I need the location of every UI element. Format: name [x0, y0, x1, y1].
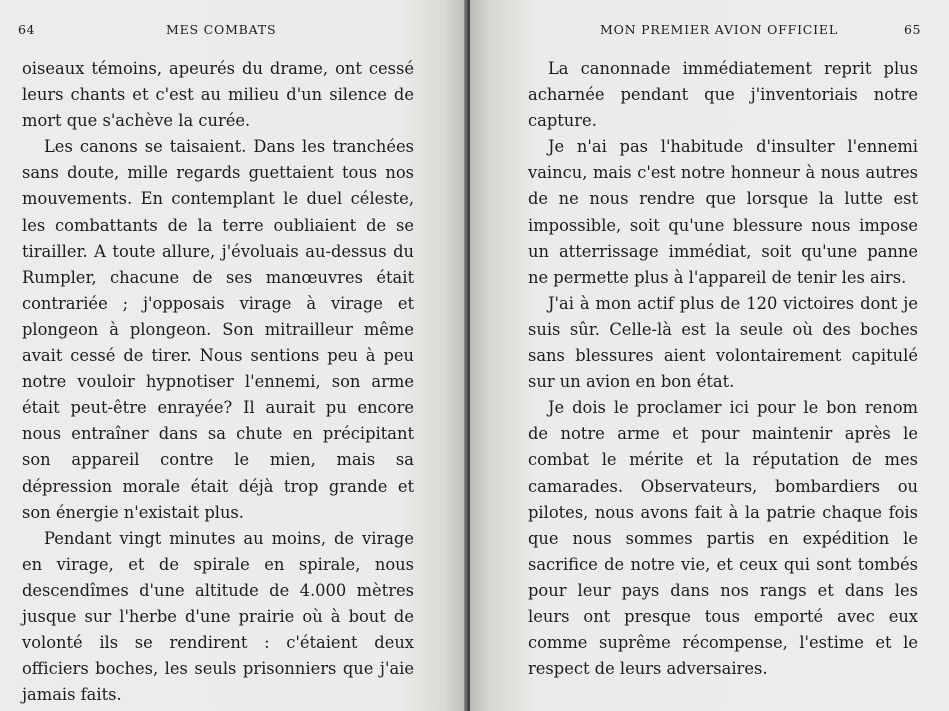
- left-page-number: 64: [18, 22, 35, 37]
- paragraph: La canonnade immédiatement reprit plus acharnée pendant que j'inventoriais notre capture.: [528, 59, 918, 131]
- left-page: [0, 0, 468, 711]
- paragraph: Pendant vingt minutes au moins, de virage en virage, et de spirale en spirale, nous descendîmes d'une altitude de 4.000 mètres jusque sur l'herbe d'une prairie où à bout de volonté ils se rendirent : c'étaient deux officiers boches, les seuls prisonniers que j'aie jamais faits.: [22, 528, 414, 705]
- left-page-text: [22, 56, 414, 708]
- paragraph: oiseaux témoins, apeurés du drame, ont cessé leurs chants et c'est au milieu d'un silence de mort que s'achève la curée.: [22, 59, 414, 131]
- paragraph: J'ai à mon actif plus de 120 victoires dont je suis sûr. Celle-là est la seule où des boches sans blessures aient volontairement capitulé sur un avion en bon état.: [528, 293, 918, 392]
- right-running-head: MON PREMIER AVION OFFICIEL: [600, 22, 838, 37]
- right-page-number: 65: [904, 22, 921, 37]
- paragraph: Je dois le proclamer ici pour le bon renom de notre arme et pour maintenir après le combat le mérite et la réputation de mes camarades. Observateurs, bombardiers ou pilotes, nous avons fait à la patrie chaque fois que nous sommes partis en expédition le sacrifice de notre vie, et ceux qui sont tombés pour leur pays dans nos rangs et dans les leurs ont presque tous emporté avec eux comme suprême récompense, l'estime et le respect de leurs adversaires.: [528, 398, 918, 679]
- right-page-text: [528, 56, 918, 682]
- left-running-head: MES COMBATS: [166, 22, 277, 37]
- paragraph: Les canons se taisaient. Dans les tranchées sans doute, mille regards guettaient tous nos mouvements. En contemplant le duel céleste, les combattants de la terre oubliaient de se tirailler. A toute allure, j'évoluais au-dessus du Rumpler, chacune de ses manœuvres était contrariée ; j'opposais virage à virage et plongeon à plongeon. Son mitrailleur même avait cessé de tirer. Nous sentions peu à peu notre vouloir hypnotiser l'ennemi, son arme était peut-être enrayée? Il aurait pu encore nous entraîner dans sa chute en précipitant son appareil contre le mien, mais sa dépression morale était déjà trop grande et son énergie n'existait plus.: [22, 137, 414, 522]
- paragraph: Je n'ai pas l'habitude d'insulter l'ennemi vaincu, mais c'est notre honneur à nous autres de ne nous rendre que lorsque la lutte est impossible, soit qu'une blessure nous impose un atterrissage immédiat, soit qu'une panne ne permette plus à l'appareil de tenir les airs.: [528, 137, 918, 287]
- right-page: [470, 0, 949, 711]
